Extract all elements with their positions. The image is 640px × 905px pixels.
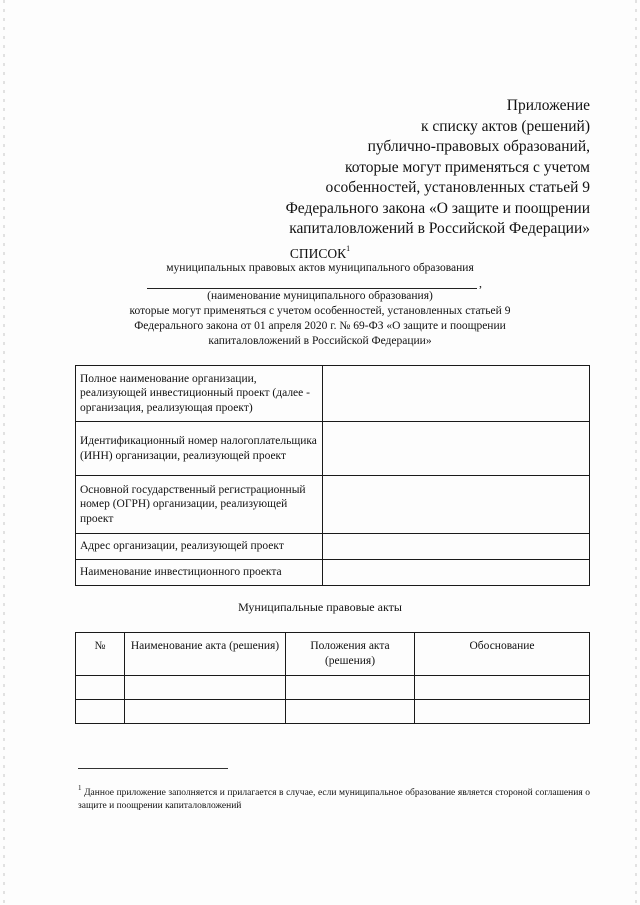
blank-comma: ,: [479, 276, 482, 290]
list-description-line: Федерального закона от 01 апреля 2020 г. № 69-ФЗ «О защите и поощрении: [134, 320, 506, 332]
footnote: [78, 782, 590, 813]
list-title-text: СПИСОК: [289, 246, 347, 261]
list-subtitle: муниципальных правовых актов муниципального образования: [166, 262, 474, 274]
acts-cell[interactable]: [415, 676, 590, 700]
appendix-line: Федерального закона «О защите и поощрении: [285, 199, 590, 217]
info-value-cell[interactable]: [323, 560, 590, 586]
col-header-number: №: [76, 633, 125, 676]
acts-cell[interactable]: [286, 700, 415, 724]
acts-cell[interactable]: [76, 676, 125, 700]
info-label: Наименование инвестиционного проекта: [76, 560, 323, 586]
appendix-line: к списку актов (решений): [420, 117, 590, 135]
acts-cell[interactable]: [415, 700, 590, 724]
blank-caption: (наименование муниципального образования): [207, 290, 433, 302]
acts-table-row: [76, 676, 590, 700]
acts-cell[interactable]: [125, 700, 286, 724]
organization-info-table: [75, 365, 590, 586]
appendix-line: особенностей, установленных статьей 9: [325, 179, 590, 196]
info-row: [76, 534, 590, 560]
col-header-act-name: Наименование акта (решения): [125, 633, 286, 676]
footnote-reference: 1: [346, 244, 351, 253]
info-value-cell[interactable]: [323, 366, 590, 422]
info-value-cell[interactable]: [323, 476, 590, 534]
list-description-line: капиталовложений в Российской Федерации»: [208, 335, 432, 347]
acts-table-row: [76, 700, 590, 724]
info-label: Адрес организации, реализующей проект: [76, 534, 323, 560]
acts-cell[interactable]: [125, 676, 286, 700]
appendix-line: Приложение: [506, 97, 590, 114]
info-label: Идентификационный номер налогоплательщика (ИНН) организации, реализующей проект: [76, 422, 323, 476]
acts-cell[interactable]: [286, 676, 415, 700]
appendix-line: публично-правовых образований,: [367, 138, 590, 155]
appendix-line: капиталовложений в Российской Федерации»: [289, 220, 590, 237]
info-value-cell[interactable]: [323, 534, 590, 560]
footnote-mark: 1: [78, 784, 82, 792]
acts-cell[interactable]: [76, 700, 125, 724]
info-label: Полное наименование организации, реализующей инвестиционный проект (далее - организация, реализующая проект): [76, 366, 323, 422]
footnote-separator: [78, 768, 228, 769]
legal-acts-table: [75, 632, 590, 724]
info-row: [76, 560, 590, 586]
municipality-blank-line: [147, 288, 477, 289]
info-row: [76, 422, 590, 476]
list-title: [0, 244, 640, 262]
appendix-header: [230, 96, 590, 240]
info-label: Основной государственный регистрационный номер (ОГРН) организации, реализующей проект: [76, 476, 323, 534]
col-header-act-provisions: Положения акта (решения): [286, 633, 415, 676]
scan-edge-right: [635, 0, 637, 905]
info-row: [76, 366, 590, 422]
acts-header-row: [76, 633, 590, 676]
appendix-line: которые могут применяться с учетом: [344, 158, 590, 176]
info-value-cell[interactable]: [323, 422, 590, 476]
col-header-justification: Обоснование: [415, 633, 590, 676]
footnote-text: Данное приложение заполняется и прилагается в случае, если муниципальное образование является стороной соглашения о защите и поощрении капиталовложений: [78, 788, 590, 811]
list-description-line: которые могут применяться с учетом особенностей, установленных статьей 9: [129, 305, 511, 317]
acts-section-title: Муниципальные правовые акты: [238, 600, 402, 614]
info-row: [76, 476, 590, 534]
scan-edge-left: [3, 0, 5, 905]
